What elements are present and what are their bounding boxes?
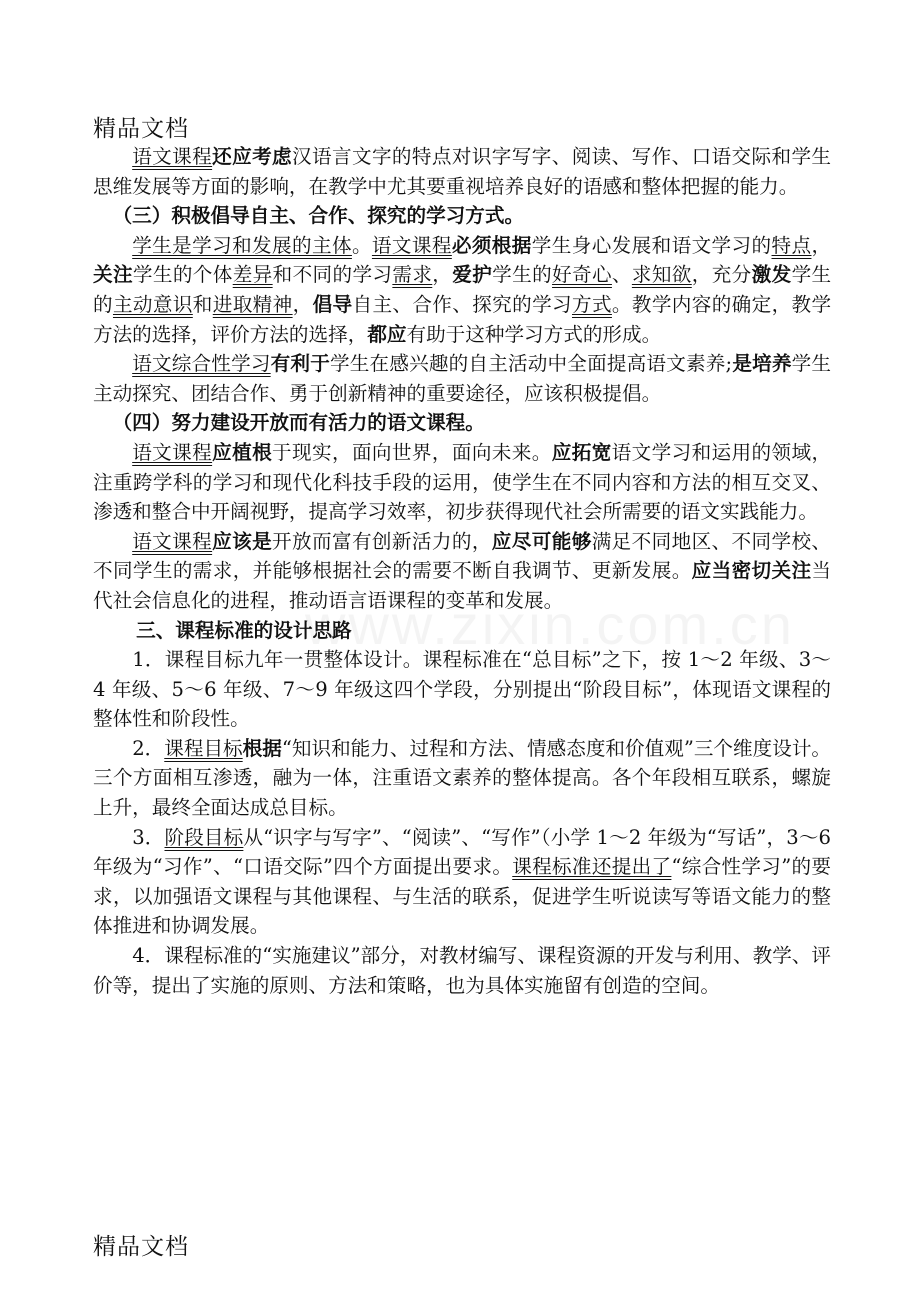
underlined-term: 语文课程 [132, 145, 213, 168]
paragraph: 4．课程标准的“实施建议”部分，对教材编写、课程资源的开发与利用、教学、评价等，提出了实施的原则、方法和策略，也为具体实施留有创造的空间。 [93, 944, 831, 997]
section-heading: （四）努力建设开放而有活力的语文课程。 [112, 411, 485, 435]
paragraph: 语文课程应该是开放而富有创新活力的，应尽可能够满足不同地区、不同学校、不同学生的需求，并能够根据社会的需要不断自我调节、更新发展。应当密切关注当代社会信息化的进程，推动语言语课程的变革和发展。 [93, 529, 832, 612]
paragraph: 语文综合性学习有利于学生在感兴趣的自主活动中全面提高语文素养;是培养学生主动探究、团结合作、勇于创新精神的重要途径，应该积极提倡。 [93, 352, 832, 405]
page-footer: 精品文档 [93, 1234, 189, 1260]
paragraph: 语文课程还应考虑汉语言文字的特点对识字写字、阅读、写作、口语交际和学生思维发展等方面的影响，在教学中尤其要重视培养良好的语感和整体把握的能力。 [93, 145, 832, 198]
paragraph: 学生是学习和发展的主体。语文课程必须根据学生身心发展和语文学习的特点，关注学生的个体差异和不同的学习需求，爱护学生的好奇心、求知欲，充分激发学生的主动意识和进取精神，倡导自主、合作、探究的学习方式。教学内容的确定，教学方法的选择，评价方法的选择，都应有助于这种学习方式的形成。 [93, 233, 832, 346]
paragraph: 1．课程目标九年一贯整体设计。课程标准在“总目标”之下，按 1～2 年级、3～4 年级、5～6 年级、7～9 年级这四个学段，分别提出“阶段目标”，体现语文课程的整体性和阶段性。 [93, 648, 831, 731]
paragraph: 2．课程目标根据“知识和能力、过程和方法、情感态度和价值观”三个维度设计。三个方面相互渗透，融为一体，注重语文素养的整体提高。各个年段相互联系，螺旋上升，最终全面达成总目标。 [93, 736, 832, 820]
section-heading: 三、课程标准的设计思路 [136, 618, 352, 642]
paragraph: 3．阶段目标从“识字与写字”、“阅读”、“写作”（小学 1～2 年级为“写话”，3～6 年级为“习作”、“口语交际”四个方面提出要求。课程标准还提出了“综合性学习”的要求，以加强语文课程与其他课程、与生活的联系，促进学生听说读写等语文能力的整体推进和协调发展。 [93, 825, 832, 938]
page-header: 精品文档 [93, 116, 189, 142]
paragraph: 语文课程应植根于现实，面向世界，面向未来。应拓宽语文学习和运用的领域，注重跨学科的学习和现代化科技手段的运用，使学生在不同内容和方法的相互交叉、渗透和整合中开阔视野，提高学习效率，初步获得现代社会所需要的语文实践能力。 [93, 440, 832, 524]
bold-term: 还应考虑 [212, 145, 293, 168]
section-heading: （三）积极倡导自主、合作、探究的学习方式。 [112, 204, 525, 228]
document-body [93, 142, 831, 1000]
